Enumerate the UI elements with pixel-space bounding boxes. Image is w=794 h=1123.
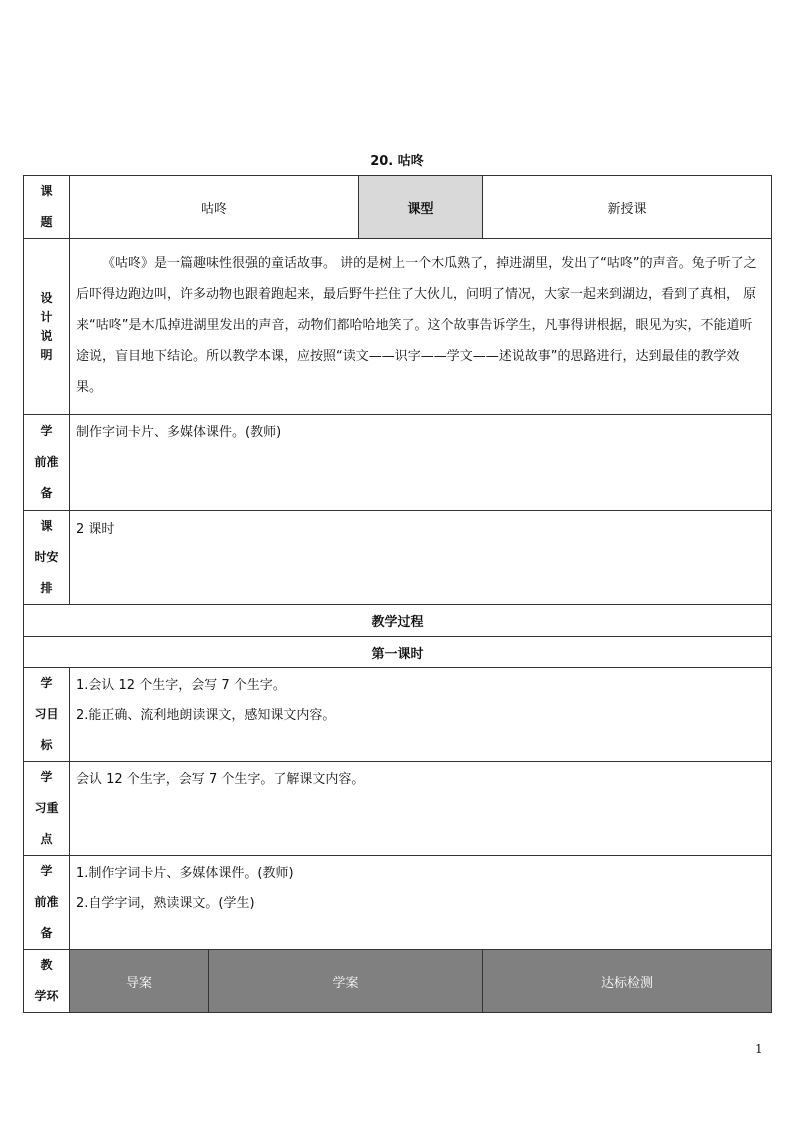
design-content [70,239,772,415]
goals-label-line: 学 [40,676,53,690]
prep-content [70,415,772,511]
keypoints-label-line: 学 [40,770,53,784]
schedule-row [24,511,772,605]
prep2-item: 1.制作字词卡片、多媒体课件。(教师) [76,866,294,881]
schedule-label-line: 时安 [34,550,59,564]
goals-row [24,668,772,762]
topic-label-line: 课 [40,184,53,198]
steps-label [24,950,70,1013]
page-title: 20. 咕咚 [370,154,424,169]
schedule-label-line: 课 [40,519,53,533]
goals-label-line: 标 [40,738,53,752]
prep2-label [24,856,70,950]
prep2-label-line: 学 [40,864,53,878]
process-title-row [24,605,772,637]
lesson-plan-table [23,175,772,1013]
schedule-text: 2 课时 [76,522,115,537]
schedule-label-line: 排 [40,581,53,595]
steps-label-line: 教 [40,958,53,972]
type-label: 课型 [359,176,483,239]
column-header-check: 达标检测 [483,950,772,1013]
schedule-label [24,511,70,605]
type-value: 新授课 [483,176,772,239]
prep-label-line: 学 [40,424,53,438]
steps-header-row [24,950,772,1013]
design-label-char: 计 [40,309,53,324]
topic-row [24,176,772,239]
topic-value: 咕咚 [70,176,359,239]
lesson-title-row [24,637,772,668]
prep-text: 制作字词卡片、多媒体课件。(教师) [76,425,282,440]
prep-row [24,415,772,511]
design-label [24,239,70,415]
column-header-guide: 导案 [70,950,209,1013]
goals-label [24,668,70,762]
keypoints-content [70,762,772,856]
prep2-label-line: 备 [40,926,53,940]
column-header-study: 学案 [209,950,483,1013]
keypoints-row [24,762,772,856]
topic-label-line: 题 [40,215,53,229]
lesson-title: 第一课时 [24,637,772,668]
design-text: 《咕咚》是一篇趣味性很强的童话故事。 讲的是树上一个木瓜熟了，掉进湖里，发出了“咕咚”的声音。兔子听了之后吓得边跑边叫，许多动物也跟着跑起来，最后野牛拦住了大伙儿，问明了情况，大家一起来到湖边，看到了真相， 原来“咕咚”是木瓜掉进湖里发出的声音，动物们都哈哈地笑了。这个故事告诉学生，凡事得讲根据，眼见为实，不能道听途说，盲目地下结论。所以教学本课，应按照“读文——识字——学文——述说故事”的思路进行，达到最佳的教学效果。 [76,256,757,395]
design-label-char: 说 [40,328,53,343]
prep2-row [24,856,772,950]
design-label-char: 明 [40,347,53,362]
prep2-label-line: 前准 [34,895,59,909]
goals-label-line: 习目 [34,707,59,721]
keypoints-label-line: 点 [40,832,53,846]
goal-item: 2.能正确、流利地朗读课文，感知课文内容。 [76,708,336,723]
prep2-content [70,856,772,950]
page-number: 1 [755,1042,763,1056]
prep-label-line: 前准 [34,455,59,469]
prep-label [24,415,70,511]
topic-label [24,176,70,239]
design-label-char: 设 [40,290,53,305]
schedule-content [70,511,772,605]
keypoints-label-line: 习重 [34,801,59,815]
prep-label-line: 备 [40,486,53,500]
prep2-item: 2.自学字词，熟读课文。(学生) [76,896,255,911]
goal-item: 1.会认 12 个生字，会写 7 个生字。 [76,678,286,693]
process-title: 教学过程 [24,605,772,637]
keypoints-label [24,762,70,856]
keypoints-text: 会认 12 个生字，会写 7 个生字。了解课文内容。 [76,772,365,787]
steps-label-line: 学环 [34,989,59,1003]
goals-content [70,668,772,762]
design-row [24,239,772,415]
